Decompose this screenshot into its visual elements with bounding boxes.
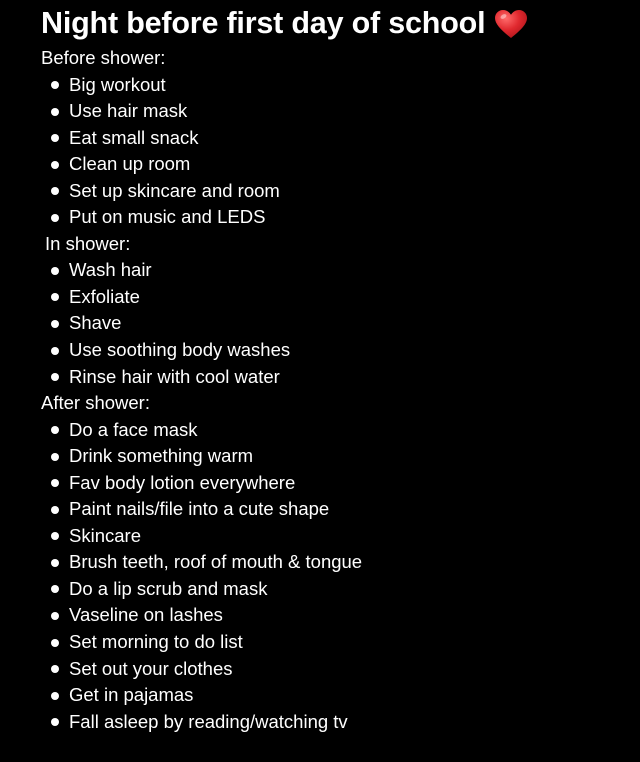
list-item [0, 629, 640, 656]
list-item-text: Do a face mask [69, 418, 198, 440]
title-row [41, 3, 527, 43]
bullet-icon [51, 320, 59, 328]
list-item-text: Eat small snack [69, 126, 199, 148]
list-item-text: Fav body lotion everywhere [69, 471, 296, 493]
list-item-text: Set morning to do list [69, 631, 243, 653]
list-item-text: Get in pajamas [69, 684, 194, 706]
list-item-text: Vaseline on lashes [69, 604, 223, 626]
list-item [0, 523, 640, 550]
section-header-before-shower: Before shower: [41, 47, 166, 68]
list-item-text: Drink something warm [69, 445, 254, 467]
list-item [0, 337, 640, 364]
bullet-icon [51, 267, 59, 275]
bullet-icon [51, 214, 59, 222]
bullet-icon [51, 585, 59, 593]
list-item [0, 656, 640, 683]
list-item-text: Use soothing body washes [69, 339, 291, 361]
list-item [0, 151, 640, 178]
list-item [0, 257, 640, 284]
list-item [0, 602, 640, 629]
list-item [0, 310, 640, 337]
bullet-icon [51, 108, 59, 116]
note-title: Night before first day of school [41, 5, 486, 40]
list-item [0, 178, 640, 205]
list-item [0, 125, 640, 152]
list-item-text: Big workout [69, 73, 166, 95]
bullet-icon [51, 81, 59, 89]
list-item [0, 443, 640, 470]
list-item [0, 364, 640, 391]
bullet-icon [51, 665, 59, 673]
bullet-icon [51, 479, 59, 487]
list-item [0, 72, 640, 99]
list-item [0, 284, 640, 311]
list-item-text: Use hair mask [69, 100, 188, 122]
list-item-text: Skincare [69, 524, 141, 546]
list-item [0, 496, 640, 523]
list-item-text: Brush teeth, roof of mouth & tongue [69, 551, 363, 573]
section-header-in-shower: In shower: [45, 232, 131, 254]
list-item-text: Do a lip scrub and mask [69, 577, 268, 599]
list-item-text: Shave [69, 312, 122, 334]
bullet-icon [51, 134, 59, 142]
bullet-icon [51, 347, 59, 355]
bullet-icon [51, 373, 59, 381]
list-item-text: Wash hair [69, 259, 152, 281]
checklist [0, 45, 640, 735]
bullet-icon [51, 639, 59, 647]
list-item [0, 549, 640, 576]
section-header-after-shower: After shower: [41, 392, 150, 414]
list-item-text: Put on music and LEDS [69, 206, 266, 228]
bullet-icon [51, 559, 59, 567]
bullet-icon [51, 718, 59, 726]
bullet-icon [51, 161, 59, 169]
list-item [0, 204, 640, 231]
list-item-text: Rinse hair with cool water [69, 365, 280, 387]
list-item [0, 417, 640, 444]
list-item-text: Exfoliate [69, 285, 140, 307]
list-item [0, 576, 640, 603]
bullet-icon [51, 293, 59, 301]
list-item-text: Clean up room [69, 153, 191, 175]
bullet-icon [51, 187, 59, 195]
bullet-icon [51, 426, 59, 434]
list-item-text: Fall asleep by reading/watching tv [69, 710, 348, 732]
list-item [0, 470, 640, 497]
red-heart-icon [495, 10, 527, 39]
bullet-icon [51, 692, 59, 700]
list-item [0, 709, 640, 736]
list-item-text: Set up skincare and room [69, 179, 280, 201]
list-item-text: Set out your clothes [69, 657, 233, 679]
bullet-icon [51, 506, 59, 514]
list-item-text: Paint nails/file into a cute shape [69, 498, 330, 520]
bullet-icon [51, 612, 59, 620]
list-item [0, 682, 640, 709]
bullet-icon [51, 532, 59, 540]
bullet-icon [51, 453, 59, 461]
list-item [0, 98, 640, 125]
